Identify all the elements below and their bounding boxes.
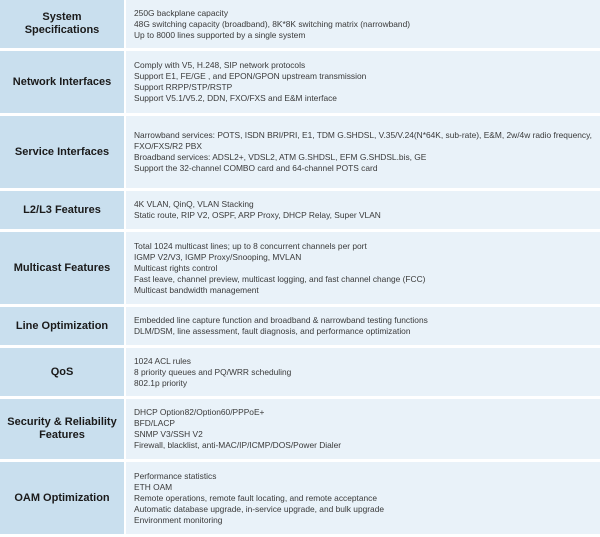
spec-row-multicast-features [0, 231, 600, 306]
row-value: Total 1024 multicast lines; up to 8 concurrent channels per port IGMP V2/V3, IGMP Proxy/Snooping, MVLAN Multicast rights control Fast leave, channel preview, multicast logging, and fast channel change (FCC) Multicast bandwidth management [125, 231, 600, 306]
spec-row-oam-optimization [0, 461, 600, 536]
row-label: Multicast Features [0, 231, 125, 306]
row-label: QoS [0, 347, 125, 398]
row-value: 1024 ACL rules 8 priority queues and PQ/WRR scheduling 802.1p priority [125, 347, 600, 398]
row-value: DHCP Option82/Option60/PPPoE+ BFD/LACP SNMP V3/SSH V2 Firewall, blacklist, anti-MAC/IP/ICMP/DOS/Power Dialer [125, 398, 600, 461]
spec-row-security-reliability-features [0, 398, 600, 461]
spec-row-network-interfaces [0, 50, 600, 115]
row-value: Embedded line capture function and broadband & narrowband testing functions DLM/DSM, line assessment, fault diagnosis, and performance optimization [125, 306, 600, 347]
spec-row-system-specifications [0, 0, 600, 50]
row-label: Service Interfaces [0, 115, 125, 190]
row-label: Network Interfaces [0, 50, 125, 115]
spec-row-qos [0, 347, 600, 398]
row-value: Comply with V5, H.248, SIP network protocols Support E1, FE/GE , and EPON/GPON upstream transmission Support RRPP/STP/RSTP Support V5.1/V5.2, DDN, FXO/FXS and E&M interface [125, 50, 600, 115]
spec-row-l2-l3-features [0, 190, 600, 231]
row-label: Line Optimization [0, 306, 125, 347]
row-value: Performance statistics ETH OAM Remote operations, remote fault locating, and remote acceptance Automatic database upgrade, in-service upgrade, and bulk upgrade Environment monitoring [125, 461, 600, 536]
row-value: 4K VLAN, QinQ, VLAN Stacking Static route, RIP V2, OSPF, ARP Proxy, DHCP Relay, Super VLAN [125, 190, 600, 231]
row-label: System Specifications [0, 0, 125, 50]
row-label: Security & Reliability Features [0, 398, 125, 461]
row-value: 250G backplane capacity 48G switching capacity (broadband), 8K*8K switching matrix (narrowband) Up to 8000 lines supported by a single system [125, 0, 600, 50]
row-label: L2/L3 Features [0, 190, 125, 231]
spec-row-line-optimization [0, 306, 600, 347]
spec-row-service-interfaces [0, 115, 600, 190]
row-value: Narrowband services: POTS, ISDN BRI/PRI, E1, TDM G.SHDSL, V.35/V.24(N*64K, sub-rate), E&M, 2w/4w radio frequency, FXO/FXS/R2 PBX Broadband services: ADSL2+, VDSL2, ATM G.SHDSL, EFM G.SHDSL.bis, GE Support the 32-channel COMBO card and 64-channel POTS card [125, 115, 600, 190]
row-label: OAM Optimization [0, 461, 125, 536]
